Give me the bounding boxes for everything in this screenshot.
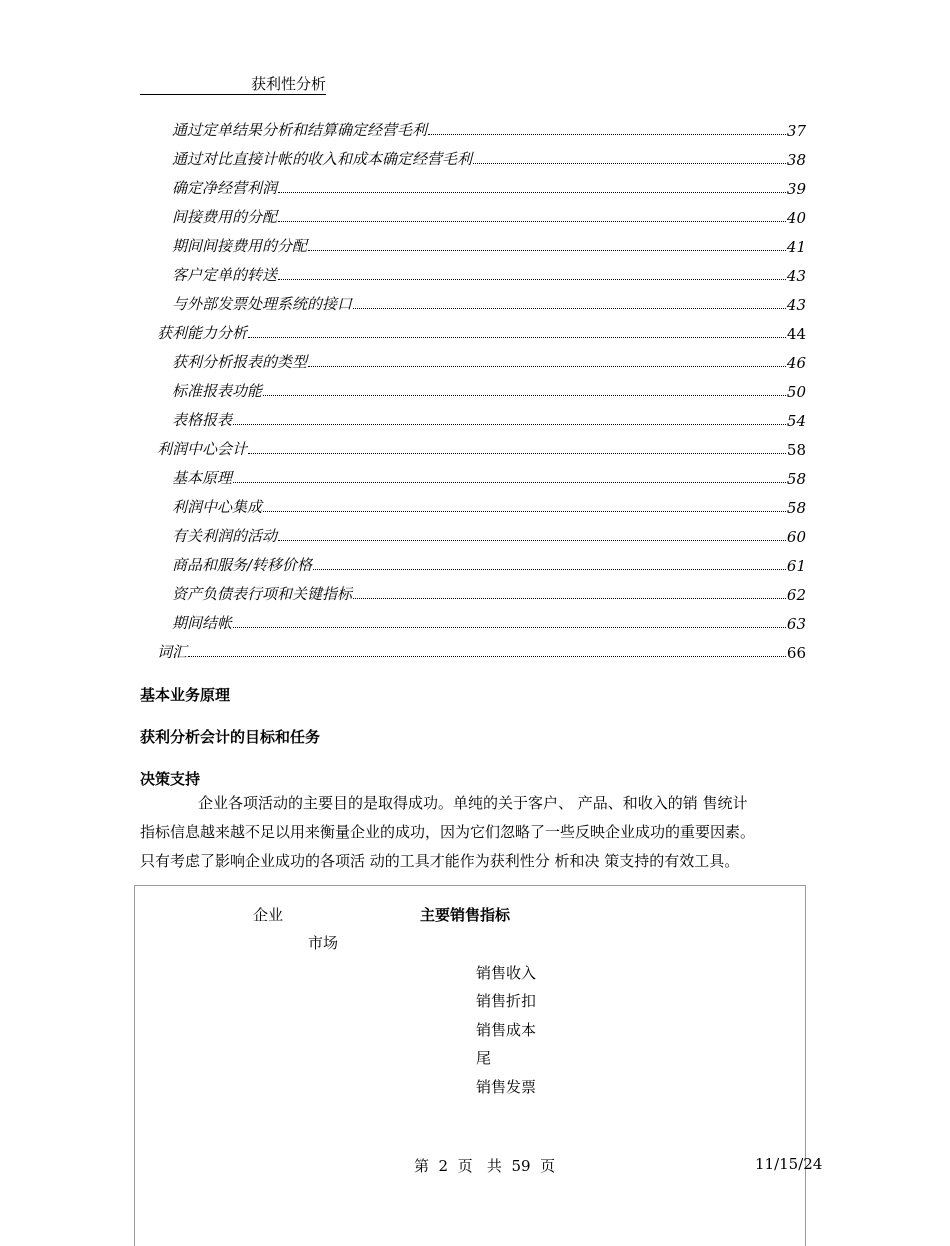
toc-leader-dots: [278, 539, 786, 541]
toc-entry-page: 60: [786, 528, 806, 546]
toc-entry[interactable]: [140, 256, 806, 285]
footer-page-number: 第 2 页 共 59 页: [414, 1157, 556, 1175]
toc-entry[interactable]: [140, 633, 806, 662]
toc-leader-dots: [263, 510, 786, 512]
toc-entry-page: 54: [786, 412, 806, 430]
toc-entry-label: 标准报表功能: [172, 382, 263, 400]
toc-entry[interactable]: [140, 343, 806, 372]
toc-leader-dots: [233, 626, 786, 628]
toc-entry-page: 58: [786, 499, 806, 517]
figure-title: 主要销售指标: [420, 906, 511, 924]
paragraph-line: 指标信息越来越不足以用来衡量企业的成功，因为它们忽略了一些反映企业成功的重要因素。: [140, 823, 756, 841]
toc-entry[interactable]: [140, 285, 806, 314]
toc-entry[interactable]: [140, 517, 806, 546]
toc-entry[interactable]: [140, 140, 806, 169]
toc-entry-label: 获利分析报表的类型: [172, 353, 308, 371]
toc-leader-dots: [308, 365, 786, 367]
paragraph-line: 企业各项活动的主要目的是取得成功。单纯的关于客户、 产品、和收入的销 售统计: [198, 794, 748, 812]
toc-entry[interactable]: [140, 546, 806, 575]
toc-leader-dots: [248, 336, 786, 338]
toc-entry-label: 与外部发票处理系统的接口: [172, 295, 353, 313]
section-heading-decision-support: 决策支持: [140, 770, 201, 788]
figure-item: 销售折扣: [476, 992, 537, 1010]
toc-entry-page: 50: [786, 383, 806, 401]
table-of-contents: [140, 111, 806, 662]
toc-entry-label: 表格报表: [172, 411, 233, 429]
toc-entry-label: 期间结帐: [172, 614, 233, 632]
toc-entry-page: 61: [786, 557, 806, 575]
toc-entry-label: 通过对比直接计帐的收入和成本确定经营毛利: [172, 150, 473, 168]
toc-leader-dots: [248, 452, 786, 454]
toc-entry-label: 间接费用的分配: [172, 208, 278, 226]
figure-item: 销售收入: [476, 964, 537, 982]
figure-item: 销售成本: [476, 1021, 537, 1039]
toc-entry[interactable]: [140, 314, 806, 343]
toc-entry[interactable]: [140, 488, 806, 517]
toc-leader-dots: [278, 191, 786, 193]
toc-entry-label: 期间间接费用的分配: [172, 237, 308, 255]
toc-entry-label: 利润中心集成: [172, 498, 263, 516]
toc-entry-page: 37: [786, 122, 806, 140]
figure-item: 尾: [476, 1049, 492, 1067]
toc-entry-label: 资产负债表行项和关键指标: [172, 585, 353, 603]
toc-entry-page: 38: [786, 151, 806, 169]
toc-entry-page: 40: [786, 209, 806, 227]
toc-entry-label: 利润中心会计: [157, 440, 248, 458]
toc-entry-page: 39: [786, 180, 806, 198]
toc-leader-dots: [473, 162, 786, 164]
page-header: [140, 74, 326, 95]
toc-entry-page: 44: [786, 325, 806, 343]
section-heading-basic-principles: 基本业务原理: [140, 686, 231, 704]
figure-item: 销售发票: [476, 1078, 537, 1096]
toc-entry-page: 58: [786, 441, 806, 459]
body-paragraph: [140, 789, 810, 876]
toc-entry-page: 43: [786, 296, 806, 314]
toc-entry-page: 66: [786, 644, 806, 662]
toc-entry[interactable]: [140, 111, 806, 140]
toc-entry-page: 41: [786, 238, 806, 256]
toc-entry[interactable]: [140, 372, 806, 401]
toc-entry-page: 63: [786, 615, 806, 633]
toc-entry[interactable]: [140, 604, 806, 633]
toc-entry[interactable]: [140, 430, 806, 459]
toc-entry[interactable]: [140, 401, 806, 430]
toc-entry-label: 词汇: [157, 643, 188, 661]
figure-frame: [134, 885, 806, 1246]
toc-entry-page: 46: [786, 354, 806, 372]
toc-entry-label: 获利能力分析: [157, 324, 248, 342]
toc-entry-page: 43: [786, 267, 806, 285]
toc-entry-label: 商品和服务/转移价格: [172, 556, 313, 574]
toc-leader-dots: [278, 220, 786, 222]
toc-entry-label: 客户定单的转送: [172, 266, 278, 284]
toc-entry-label: 有关利润的活动: [172, 527, 278, 545]
toc-leader-dots: [188, 655, 786, 657]
toc-entry-label: 确定净经营利润: [172, 179, 278, 197]
paragraph-line: 只有考虑了影响企业成功的各项活 动的工具才能作为获利性分 析和决 策支持的有效工具。: [140, 852, 740, 870]
toc-leader-dots: [313, 568, 786, 570]
toc-entry[interactable]: [140, 459, 806, 488]
toc-leader-dots: [428, 133, 786, 135]
toc-entry-page: 58: [786, 470, 806, 488]
toc-entry[interactable]: [140, 169, 806, 198]
toc-entry[interactable]: [140, 198, 806, 227]
figure-label-enterprise: 企业: [253, 906, 284, 924]
toc-leader-dots: [233, 423, 786, 425]
toc-entry[interactable]: [140, 575, 806, 604]
toc-leader-dots: [278, 278, 786, 280]
toc-entry-label: 通过定单结果分析和结算确定经营毛利: [172, 121, 428, 139]
toc-leader-dots: [353, 597, 786, 599]
section-heading-goals-tasks: 获利分析会计的目标和任务: [140, 728, 321, 746]
figure-label-market: 市场: [308, 934, 339, 952]
toc-leader-dots: [353, 307, 786, 309]
toc-entry-page: 62: [786, 586, 806, 604]
header-title: 获利性分析: [250, 75, 326, 93]
toc-entry-label: 基本原理: [172, 469, 233, 487]
toc-entry[interactable]: [140, 227, 806, 256]
toc-leader-dots: [233, 481, 786, 483]
footer-date: 11/15/24: [755, 1155, 823, 1173]
toc-leader-dots: [263, 394, 786, 396]
toc-leader-dots: [308, 249, 786, 251]
